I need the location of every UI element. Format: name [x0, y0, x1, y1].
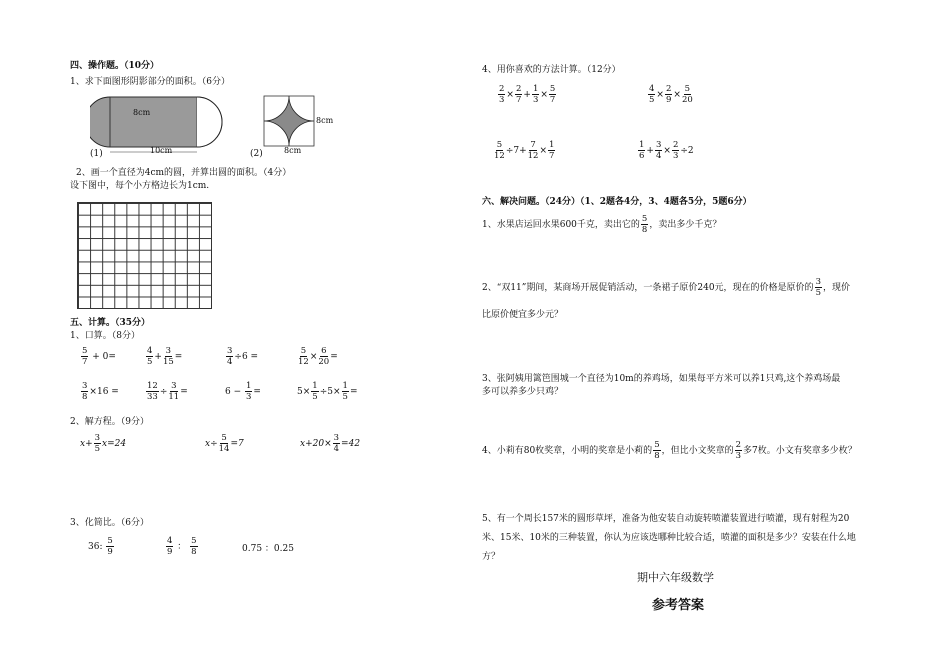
section6-title: 六、解决问题。（24分）（1、2题各4分，3、4题各5分，5题6分） [482, 197, 752, 207]
calc-item: $\frac{4}{5}$ + $\frac{3}{15}$ = [147, 346, 183, 367]
calc-item: $\frac{3}{4}$ ÷6 = [227, 346, 259, 367]
calc-item: $\frac{5}{12}$ × $\frac{6}{20}$ = [298, 346, 338, 367]
calc-item: $\frac{5}{12}$ ÷7+ $\frac{7}{12}$ × $\frac{1}{7}$ [494, 140, 555, 161]
q4-2-text: 2、画一个直径为4cm的圆，并算出圆的面积。（4分） [76, 168, 292, 178]
fig2-width-label: 8cm [284, 146, 302, 155]
answer-key-title: 参考答案 [652, 598, 705, 613]
calc-item: $\frac{3}{8}$ ×16 = [82, 381, 119, 402]
q4-1-text: 1、求下面图形阴影部分的面积。（6分） [70, 77, 230, 87]
q4-2-note: 设下图中，每个小方格边长为1cm. [70, 181, 210, 191]
fig1-label: (1) [90, 149, 103, 159]
q5-2-text: 2、解方程。（9分） [70, 417, 149, 427]
fig2-label: (2) [250, 149, 263, 159]
calc-item: $\frac{2}{3}$ × $\frac{2}{7}$ + $\frac{1}{3}$ × $\frac{5}{7}$ [499, 84, 556, 105]
q5-3-text: 3、化简比。（6分） [70, 518, 149, 528]
fig2-height-label: 8cm [316, 116, 334, 125]
problem-3-line2: 多可以养多少只鸡？ [482, 387, 564, 397]
problem-4: 4、小莉有80枚奖章，小明的奖章是小莉的 $\frac{5}{8}$ ，但比小文奖章的 $\frac{2}{3}$ 多7枚。小文有奖章多少枚？ [482, 440, 857, 461]
problem-2-line2: 比原价便宜多少元？ [482, 310, 564, 320]
ratio-3: 0.75 ：0.25 [242, 544, 294, 554]
calc-item: $\frac{12}{33}$ ÷ $\frac{3}{11}$ = [147, 381, 188, 402]
calc-item: 6 − $\frac{1}{3}$ = [225, 381, 261, 402]
problem-1: 1、水果店运回水果600千克，卖出它的 $\frac{5}{8}$ ，卖出多少千克？ [482, 214, 722, 235]
fig1-height-label: 8cm [133, 108, 151, 117]
calc-item: $\frac{1}{6}$ + $\frac{3}{4}$ × $\frac{2}{3}$ ÷2 [639, 140, 694, 161]
calc-item: $\frac{5}{7}$ + 0= [82, 346, 116, 367]
problem-5-line3: 方？ [482, 552, 501, 562]
q4-4-text: 4、用你喜欢的方法计算。（12分） [482, 65, 621, 75]
calc-item: $\frac{4}{5}$ × $\frac{2}{9}$ × $\frac{5}{20}$ [649, 84, 693, 105]
equation-3: x+20× $\frac{3}{4}$ =42 [300, 433, 361, 454]
problem-3-line1: 3、张阿姨用篱笆围城一个直径为10m的养鸡场，如果每平方米可以养1只鸡,这个养鸡场最 [482, 374, 841, 384]
equation-2: x÷ $\frac{5}{14}$ =7 [205, 433, 244, 454]
problem-5-line1: 5、有一个周长157米的圆形草坪，准备为他安装自动旋转喷灌装置进行喷灌，现有射程为20 [482, 514, 850, 524]
section4-title: 四、操作题。（10分） [70, 61, 160, 71]
footer-title: 期中六年级数学 [637, 571, 714, 584]
q5-1-text: 1、口算。（8分） [70, 331, 140, 341]
figure2-shape [263, 95, 315, 147]
problem-5-line2: 米、15米、10米的三种装置，你认为应该选哪种比较合适，喷灌的面积是多少？安装在什么地 [482, 533, 856, 543]
section5-title: 五、计算。（35分） [70, 318, 151, 328]
equation-1: x+ $\frac{3}{5}$ x=24 [80, 433, 127, 454]
problem-2-line1: 2、“双11”期间，某商场开展促销活动，一条裙子原价240元，现在的价格是原价的 $\frac{3}{5}$ ，现价 [482, 277, 850, 298]
ratio-2: $\frac{4}{9}$ ： $\frac{5}{8}$ [167, 536, 197, 557]
calc-item: 5× $\frac{1}{5}$ ÷5× $\frac{1}{5}$ = [297, 381, 358, 402]
ratio-1: 36: $\frac{5}{9}$ [88, 536, 113, 557]
fig1-width-label: 10cm [150, 146, 173, 155]
drawing-grid[interactable] [77, 202, 212, 309]
